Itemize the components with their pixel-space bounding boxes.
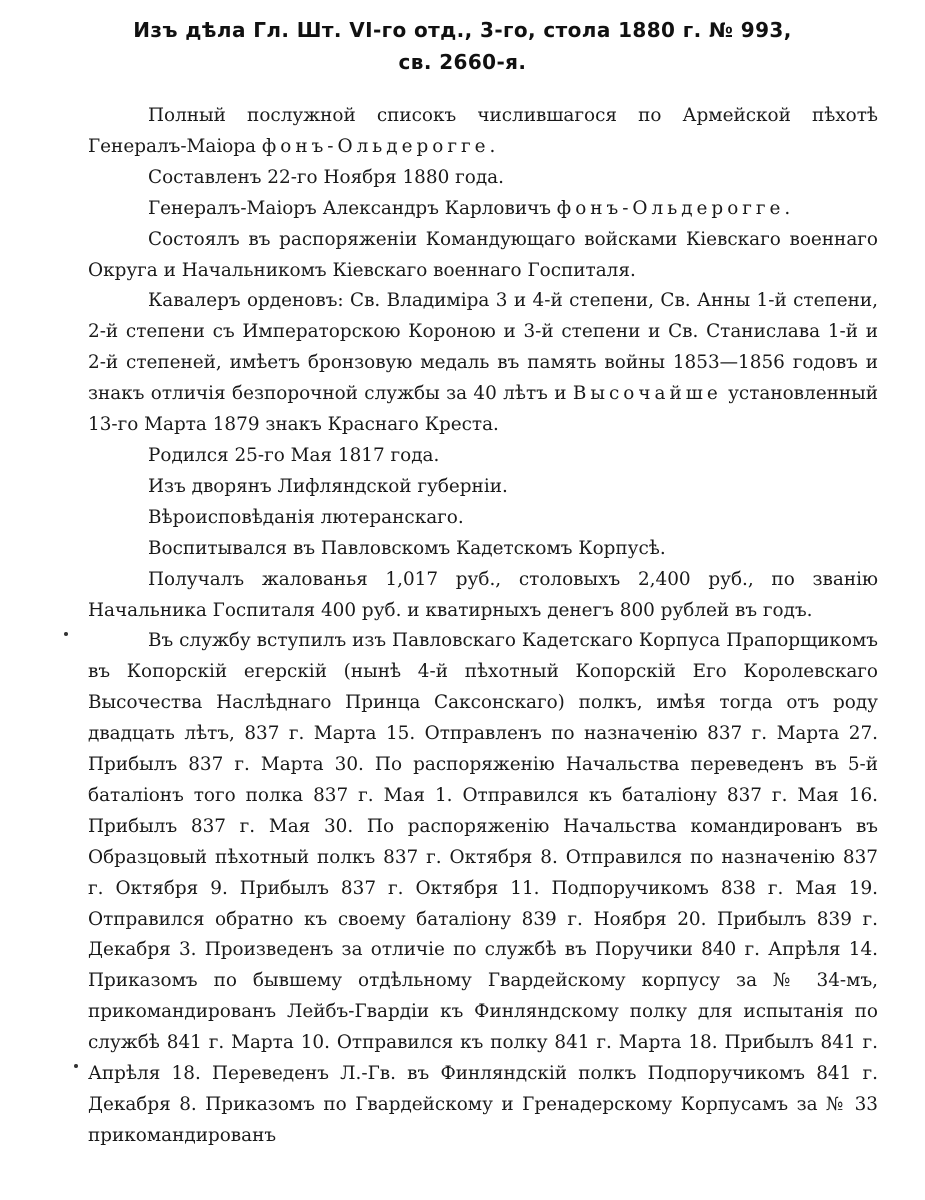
education-paragraph: Воспитывался въ Павловскомъ Кадетскомъ Корпусѣ. xyxy=(148,537,666,559)
imperial-word-spaced: Высочайше xyxy=(572,383,722,405)
orders-text-end: установленный 13-го Марта 1879 знакъ Краснаго Креста. xyxy=(88,383,878,436)
origin-paragraph: Изъ дворянъ Лифляндской губернiи. xyxy=(148,475,508,497)
service-history-paragraph: Въ службу вступилъ изъ Павловскаго Кадетскаго Корпуса Прапорщикомъ въ Копорскiй егерскiй (нынѣ 4-й пѣхотный Копорскiй Его Королевскаго Высочества Наслѣднаго Принца Саксонскаго) полкъ, имѣя тогда отъ роду двадцать лѣтъ, 837 г. Марта 15. Отправленъ по назначенiю 837 г. Марта 27. Прибылъ 837 г. Марта 30. По распоряженiю Начальства переведенъ въ 5-й баталiонъ того полка 837 г. Мая 1. Отправился къ баталiону 837 г. Мая 16. Прибылъ 837 г. Мая 30. По распоряженiю Начальства командированъ въ Образцовый пѣхотный полкъ 837 г. Октября 8. Отправился по назначенiю 837 г. Октября 9. Прибылъ 837 г. Октября 11. Подпоручикомъ 838 г. Мая 19. Отправился обратно къ своему баталiону 839 г. Ноября 20. Прибылъ 839 г. Декабря 3. Произведенъ за отличiе по службѣ въ Поручики 840 г. Апрѣля 14. Приказомъ по бывшему отдѣльному Гвардейскому корпусу за № 34-мъ, прикомандированъ Лейбъ-Гвардiи къ Финляндскому полку для испытанiя по службѣ 841 г. Марта 10. Отправился къ полку 841 г. Марта 18. Прибылъ 841 г. Апрѣля 18. Переведенъ Л.-Гв. въ Финляндскiй полкъ Подпоручикомъ 841 г. Декабря 8. Приказомъ по Гвардейскому и Гренадерскому Корпусамъ за № 33 прикомандированъ xyxy=(88,630,878,1146)
orders-paragraph xyxy=(88,286,878,441)
salary-paragraph: Получалъ жалованья 1,017 руб., столовыхъ 2,400 руб., по званiю Начальника Госпиталя 400 руб. и кватирныхъ денегъ 800 рублей въ годъ. xyxy=(88,568,878,621)
archive-reference-heading xyxy=(40,14,885,78)
heading-line-1: Изъ дѣла Гл. Шт. VI-го отд., 3-го, стола 1880 г. № 993, xyxy=(133,18,792,42)
record-title-text: Полный послужной списокъ числившагося по Армейской пѣхотѣ Генералъ-Маiора xyxy=(88,105,878,157)
rank-name-paragraph xyxy=(88,194,878,225)
surname-spaced: фонъ-Ольдерогге xyxy=(261,135,490,157)
heading-line-2: св. 2660-я. xyxy=(398,50,527,74)
assignment-paragraph: Состоялъ въ распоряженiи Командующаго войсками Кiевскаго военнаго Округа и Начальникомъ Кiевскаго военнаго Госпиталя. xyxy=(88,228,878,281)
orders-text: Кавалеръ орденовъ: Св. Владимiра 3 и 4-й степени, Св. Анны 1-й степени, 2-й степени съ Императорскою Короною и 3-й степени и Св. Станислава 1-й и 2-й степеней, имѣетъ бронзовую медаль въ память войны 1853—1856 годовъ и знакъ отличiя безпорочной службы за 40 лѣтъ и xyxy=(88,290,878,405)
rank-name-end: . xyxy=(784,197,791,219)
birth-paragraph: Родился 25-го Мая 1817 года. xyxy=(148,444,440,466)
compiled-date-paragraph: Составленъ 22-го Ноября 1880 года. xyxy=(148,166,504,188)
page-speck xyxy=(64,632,68,636)
service-record-text xyxy=(88,101,878,1152)
record-title-end: . xyxy=(489,135,496,157)
page-speck-2 xyxy=(74,1064,78,1068)
rank-name-text: Генералъ-Маiоръ Александръ Карловичъ xyxy=(148,197,557,219)
record-title-paragraph xyxy=(88,101,878,163)
surname-spaced-2: фонъ-Ольдерогге xyxy=(556,197,785,219)
religion-paragraph: Вѣроисповѣданiя лютеранскаго. xyxy=(148,506,464,528)
